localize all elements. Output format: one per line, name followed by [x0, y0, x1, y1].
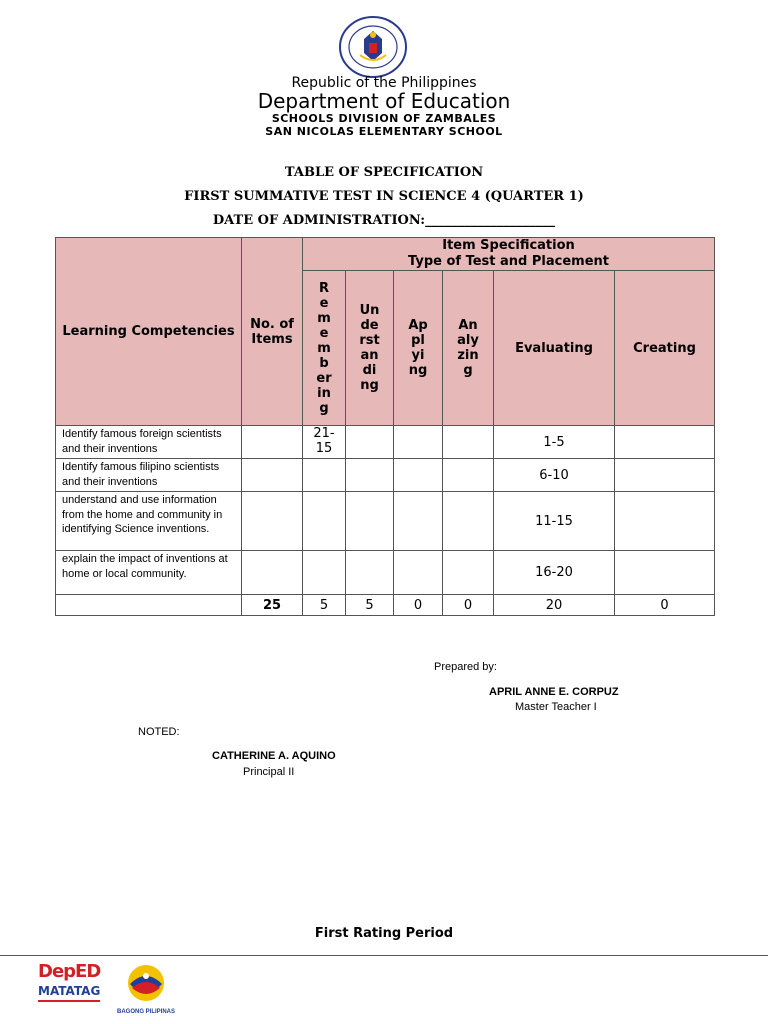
header-evaluating: Evaluating: [494, 271, 615, 426]
creating-cell: [615, 492, 715, 551]
noted-label: NOTED:: [138, 726, 180, 738]
analyzing-cell: [443, 492, 494, 551]
total-understanding-cell: 5: [346, 595, 394, 616]
remembering-cell: [303, 492, 346, 551]
evaluating-cell: 6-10: [494, 459, 615, 492]
school-name: SAN NICOLAS ELEMENTARY SCHOOL: [265, 125, 503, 138]
remembering-cell: [303, 551, 346, 595]
matatag-underline: [38, 1000, 100, 1002]
matatag-text: MATATAG: [38, 984, 101, 998]
total-applying-cell: 0: [394, 595, 443, 616]
noter-title: Principal II: [243, 766, 295, 778]
analyzing-cell: [443, 551, 494, 595]
totals-row: [56, 595, 715, 616]
table-row: [56, 459, 715, 492]
total-evaluating-cell: 20: [494, 595, 615, 616]
items-cell: [242, 426, 303, 459]
noter-name: CATHERINE A. AQUINO: [212, 750, 336, 762]
preparer-name: APRIL ANNE E. CORPUZ: [489, 686, 619, 698]
header-applying: Applying: [394, 271, 443, 426]
remembering-cell: [303, 459, 346, 492]
test-title: FIRST SUMMATIVE TEST IN SCIENCE 4 (QUARTER 1): [184, 189, 584, 204]
remembering-cell: 21-15: [303, 426, 346, 459]
header-item-specification: [303, 238, 715, 271]
competency-cell: Identify famous filipino scientists and their inventions: [56, 459, 242, 492]
deped-seal-logo: [338, 15, 408, 79]
applying-cell: [394, 551, 443, 595]
country-name: Republic of the Philippines: [291, 75, 477, 91]
items-cell: [242, 459, 303, 492]
competency-cell: understand and use information from the home and community in identifying Science inventions.: [56, 492, 242, 551]
applying-cell: [394, 426, 443, 459]
items-cell: [242, 492, 303, 551]
analyzing-cell: [443, 426, 494, 459]
bagong-pilipinas-logo: [116, 962, 176, 1014]
evaluating-cell: 1-5: [494, 426, 615, 459]
rating-period: First Rating Period: [314, 926, 454, 941]
total-label-cell: [56, 595, 242, 616]
preparer-title: Master Teacher I: [515, 701, 597, 713]
header-understanding: Understanding: [346, 271, 394, 426]
prepared-by-label: Prepared by:: [434, 661, 497, 673]
applying-cell: [394, 492, 443, 551]
items-cell: [242, 551, 303, 595]
division-school-block: [0, 112, 768, 138]
total-remembering-cell: 5: [303, 595, 346, 616]
division-name: SCHOOLS DIVISION OF ZAMBALES: [271, 112, 497, 125]
table-row: [56, 551, 715, 595]
document-title: TABLE OF SPECIFICATION: [284, 165, 484, 180]
type-of-test-label: Type of Test and Placement: [408, 254, 609, 269]
creating-cell: [615, 551, 715, 595]
applying-cell: [394, 459, 443, 492]
competency-cell: explain the impact of inventions at home or local community.: [56, 551, 242, 595]
item-specification-label: Item Specification: [442, 238, 575, 253]
bagong-pilipinas-emblem-icon: [116, 962, 176, 1004]
specification-table: [55, 237, 715, 616]
total-creating-cell: 0: [615, 595, 715, 616]
deped-logo-text: DepED: [38, 961, 101, 982]
header-learning-competencies: Learning Competencies: [56, 238, 242, 426]
evaluating-cell: 16-20: [494, 551, 615, 595]
bagong-pilipinas-text: BAGONG PILIPINAS: [116, 1009, 175, 1015]
header-no-of-items: No. of Items: [242, 238, 303, 426]
creating-cell: [615, 426, 715, 459]
understanding-cell: [346, 426, 394, 459]
footer-divider: [0, 955, 768, 956]
header-creating: Creating: [615, 271, 715, 426]
header-remembering: Remembering: [303, 271, 346, 426]
header-analyzing: Analyzing: [443, 271, 494, 426]
understanding-cell: [346, 551, 394, 595]
understanding-cell: [346, 492, 394, 551]
table-row: [56, 492, 715, 551]
total-analyzing-cell: 0: [443, 595, 494, 616]
total-items-cell: 25: [242, 595, 303, 616]
analyzing-cell: [443, 459, 494, 492]
table-row: [56, 426, 715, 459]
competency-cell: Identify famous foreign scientists and their inventions: [56, 426, 242, 459]
creating-cell: [615, 459, 715, 492]
department-name: Department of Education: [257, 89, 511, 113]
deped-matatag-logo: [38, 962, 110, 1012]
date-of-administration: DATE OF ADMINISTRATION:____________________: [212, 213, 556, 228]
understanding-cell: [346, 459, 394, 492]
evaluating-cell: 11-15: [494, 492, 615, 551]
